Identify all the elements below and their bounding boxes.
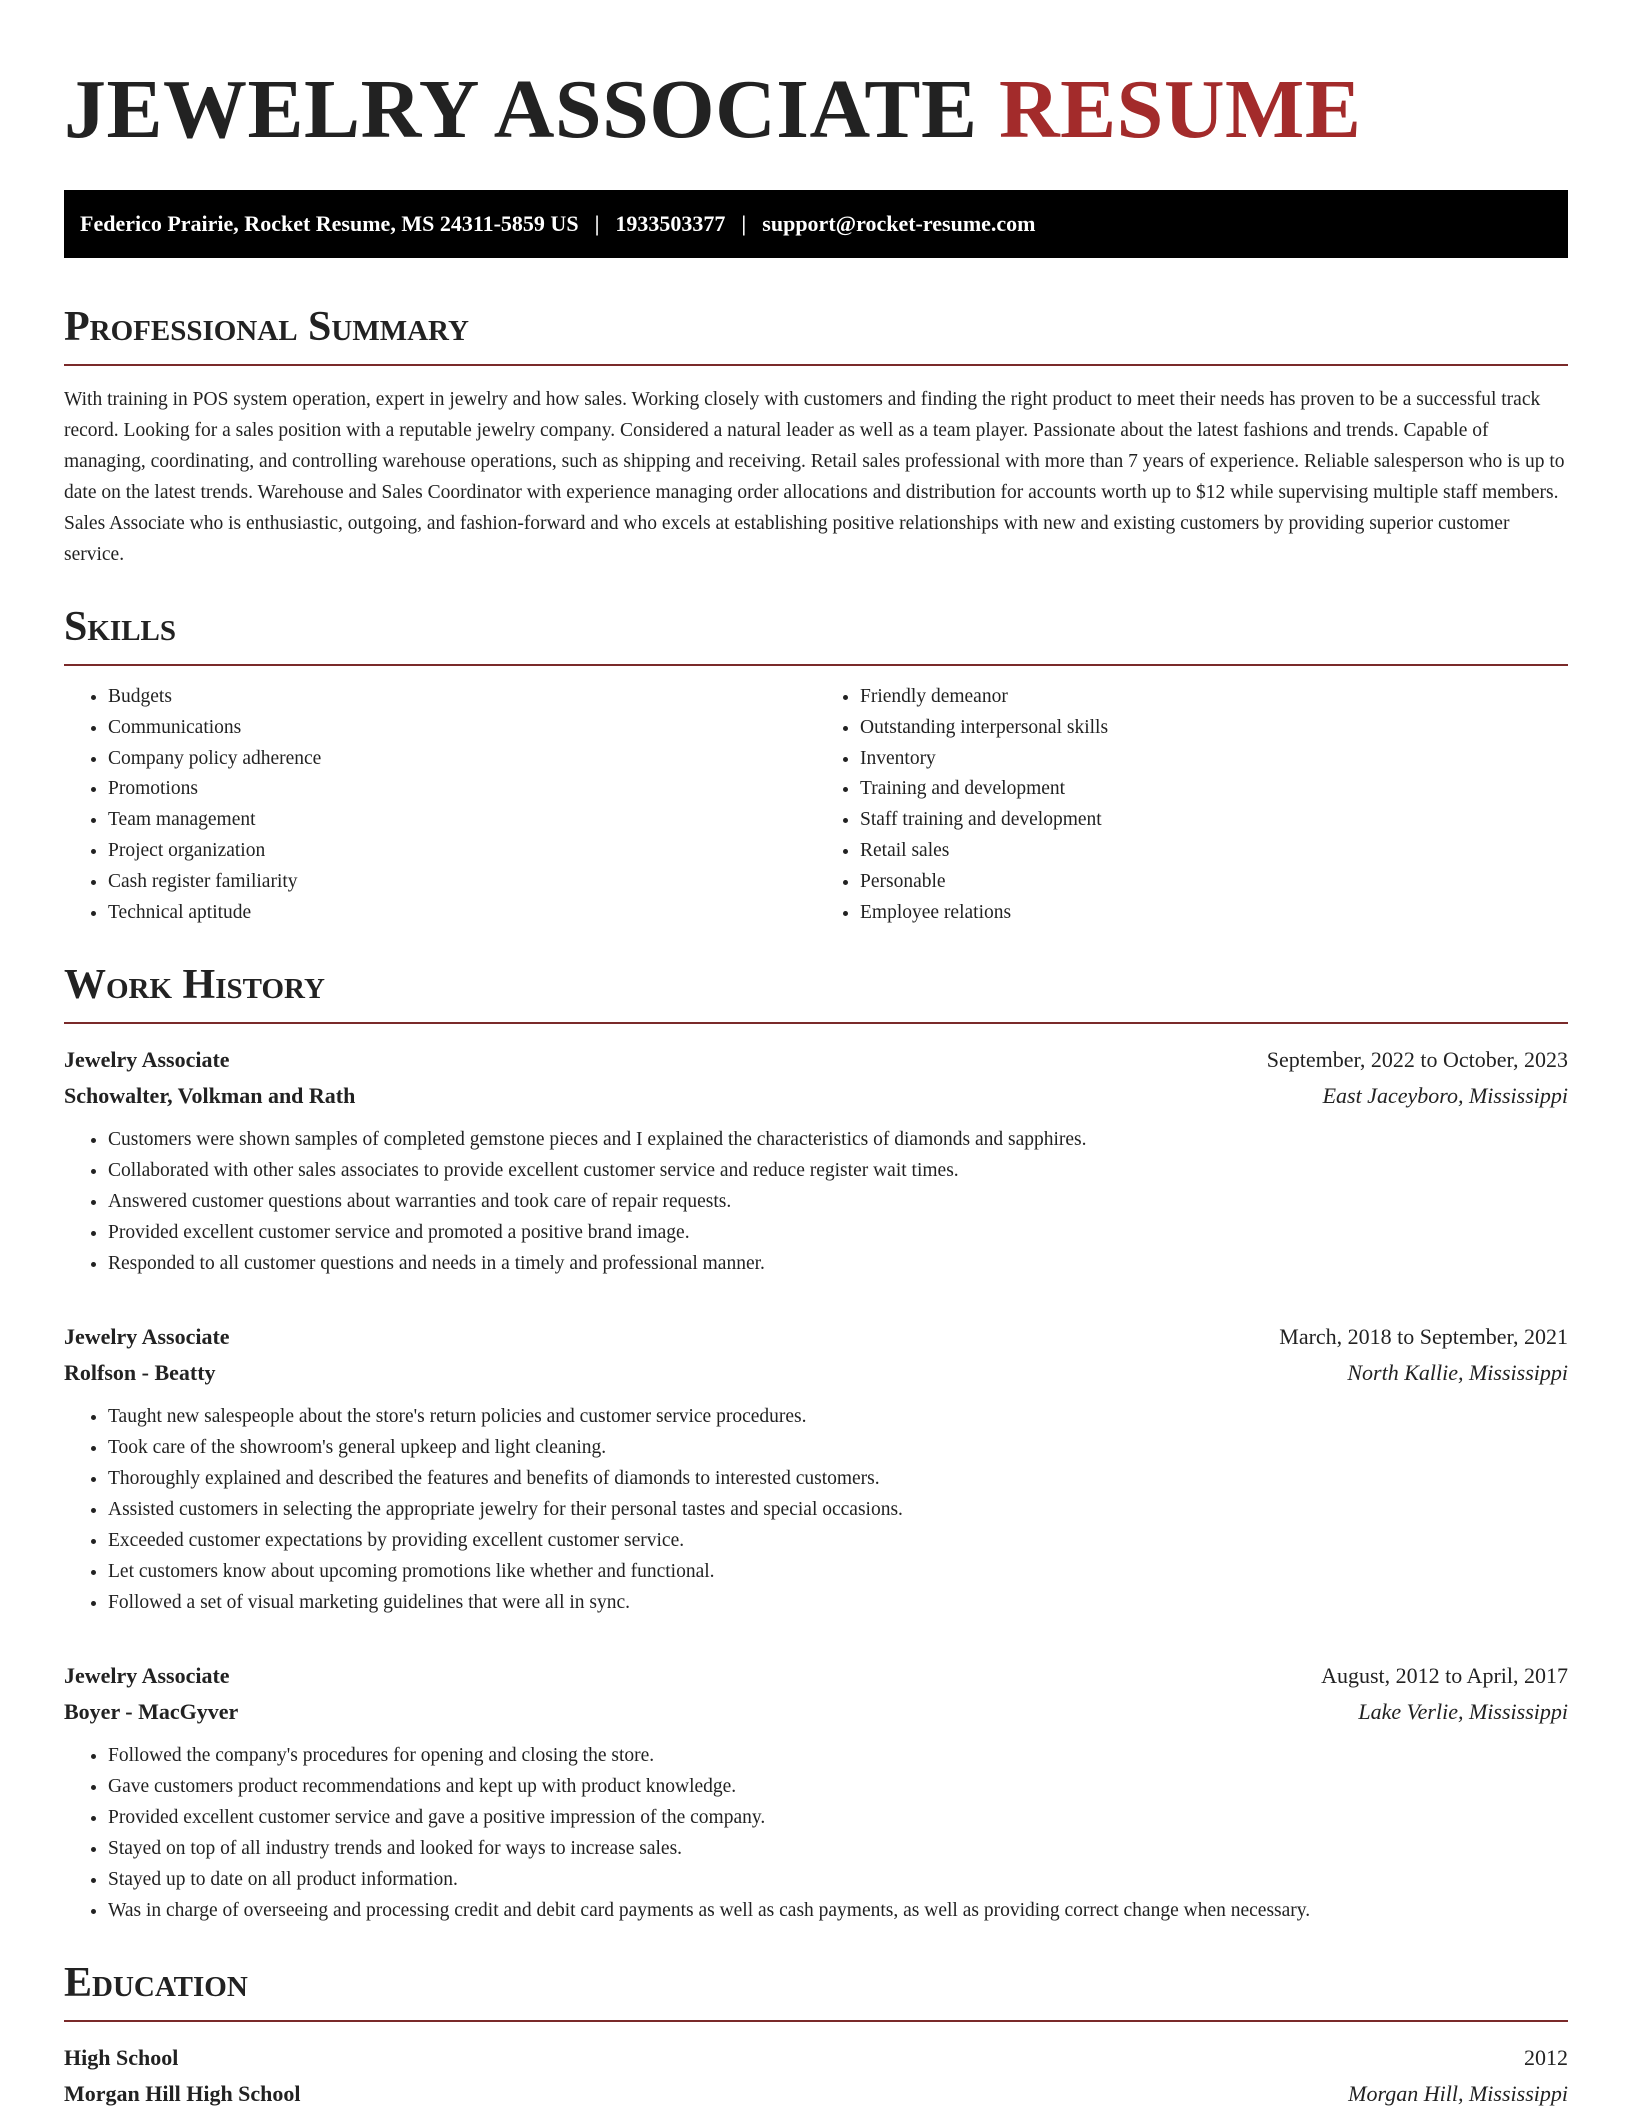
job-title: Jewelry Associate <box>64 1663 230 1689</box>
job-entry <box>64 1042 1568 1279</box>
job-header-row <box>64 1042 1568 1078</box>
skill-item: • Promotions <box>108 774 816 805</box>
resume-title-main: JEWELRY ASSOCIATE <box>64 63 978 156</box>
job-location: North Kallie, Mississippi <box>1347 1360 1568 1386</box>
job-location: Lake Verlie, Mississippi <box>1358 1699 1568 1725</box>
skill-item: • Inventory <box>860 744 1568 775</box>
job-bullet: • Followed a set of visual marketing guidelines that were all in sync. <box>108 1587 1568 1618</box>
job-bullet: • Taught new salespeople about the store's return policies and customer service procedures. <box>108 1401 1568 1432</box>
skill-item: • Staff training and development <box>860 805 1568 836</box>
job-bullets <box>64 1401 1568 1618</box>
skill-item: • Technical aptitude <box>108 898 816 929</box>
skill-item: • Retail sales <box>860 836 1568 867</box>
skill-item: • Team management <box>108 805 816 836</box>
professional-summary-section <box>64 306 1568 570</box>
section-heading-skills: Skills <box>64 606 1568 666</box>
job-company-row <box>64 1355 1568 1391</box>
education-location: Morgan Hill, Mississippi <box>1348 2081 1568 2107</box>
job-bullets <box>64 1124 1568 1279</box>
job-dates: September, 2022 to October, 2023 <box>1266 1047 1568 1073</box>
education-degree: High School <box>64 2045 179 2071</box>
contact-phone: 1933503377 <box>615 211 726 236</box>
job-header-row <box>64 1319 1568 1355</box>
job-bullet: • Collaborated with other sales associates to provide excellent customer service and reduce register wait times. <box>108 1155 1568 1186</box>
education-school: Morgan Hill High School <box>64 2081 301 2107</box>
skill-item: • Employee relations <box>860 898 1568 929</box>
education-header-row <box>64 2040 1568 2076</box>
section-heading-summary: Professional Summary <box>64 306 1568 366</box>
contact-address: Federico Prairie, Rocket Resume, MS 24311-5859 US <box>80 211 579 236</box>
job-header-row <box>64 1658 1568 1694</box>
skill-item: • Training and development <box>860 774 1568 805</box>
job-bullet: • Customers were shown samples of completed gemstone pieces and I explained the characteristics of diamonds and sapphires. <box>108 1124 1568 1155</box>
job-bullet: • Responded to all customer questions and needs in a timely and professional manner. <box>108 1248 1568 1279</box>
job-company: Boyer - MacGyver <box>64 1699 239 1725</box>
job-dates: August, 2012 to April, 2017 <box>1321 1663 1568 1689</box>
education-year: 2012 <box>1524 2045 1568 2071</box>
job-bullet: • Answered customer questions about warranties and took care of repair requests. <box>108 1186 1568 1217</box>
skill-item: • Outstanding interpersonal skills <box>860 713 1568 744</box>
job-bullet: • Provided excellent customer service and promoted a positive brand image. <box>108 1217 1568 1248</box>
job-company-row <box>64 1694 1568 1730</box>
skill-item: • Company policy adherence <box>108 744 816 775</box>
job-bullet: • Followed the company's procedures for opening and closing the store. <box>108 1740 1568 1771</box>
summary-text: With training in POS system operation, expert in jewelry and how sales. Working closely with customers and finding the right product to meet their needs has proven to be a successful track record. Looking for a sales position with a reputable jewelry company. Considered a natural leader as well as a team player. Passionate about the latest fashions and trends. Capable of managing, coordinating, and controlling warehouse operations, such as shipping and receiving. Retail sales professional with more than 7 years of experience. Reliable salesperson who is up to date on the latest trends. Warehouse and Sales Coordinator with experience managing order allocations and distribution for accounts worth up to $12 while supervising multiple staff members. Sales Associate who is enthusiastic, outgoing, and fashion-forward and who excels at establishing positive relationships with new and existing customers by providing superior customer service. <box>64 389 1565 565</box>
education-entry <box>64 2040 1568 2112</box>
job-bullet: • Stayed up to date on all product information. <box>108 1864 1568 1895</box>
contact-email: support@rocket-resume.com <box>762 211 1036 236</box>
skill-item: • Personable <box>860 867 1568 898</box>
job-bullet: • Gave customers product recommendations and kept up with product knowledge. <box>108 1771 1568 1802</box>
skill-item: • Project organization <box>108 836 816 867</box>
job-bullet: • Took care of the showroom's general upkeep and light cleaning. <box>108 1432 1568 1463</box>
education-section <box>64 1962 1568 2112</box>
skills-column-right <box>816 682 1568 928</box>
job-bullet: • Thoroughly explained and described the features and benefits of diamonds to interested customers. <box>108 1463 1568 1494</box>
skill-item: • Budgets <box>108 682 816 713</box>
job-location: East Jaceyboro, Mississippi <box>1322 1083 1568 1109</box>
contact-bar <box>64 190 1568 258</box>
skills-section <box>64 606 1568 928</box>
job-bullet: • Exceeded customer expectations by providing excellent customer service. <box>108 1525 1568 1556</box>
resume-title <box>64 63 1568 156</box>
skill-item: • Friendly demeanor <box>860 682 1568 713</box>
job-entry <box>64 1319 1568 1618</box>
job-company: Rolfson - Beatty <box>64 1360 216 1386</box>
skill-item: • Cash register familiarity <box>108 867 816 898</box>
section-heading-education: Education <box>64 1962 1568 2022</box>
contact-separator: | <box>741 211 747 236</box>
job-company: Schowalter, Volkman and Rath <box>64 1083 356 1109</box>
resume-title-accent: RESUME <box>998 63 1362 156</box>
contact-separator: | <box>594 211 600 236</box>
job-entry <box>64 1658 1568 1926</box>
education-school-row <box>64 2076 1568 2112</box>
job-dates: March, 2018 to September, 2021 <box>1279 1324 1568 1350</box>
job-bullet: • Was in charge of overseeing and processing credit and debit card payments as well as cash payments, as well as providing correct change when necessary. <box>108 1895 1568 1926</box>
job-bullets <box>64 1740 1568 1926</box>
job-bullet: • Provided excellent customer service and gave a positive impression of the company. <box>108 1802 1568 1833</box>
skills-column-left <box>64 682 816 928</box>
job-company-row <box>64 1078 1568 1114</box>
section-heading-work-history: Work History <box>64 964 1568 1024</box>
skill-item: • Communications <box>108 713 816 744</box>
job-title: Jewelry Associate <box>64 1324 230 1350</box>
job-bullet: • Let customers know about upcoming promotions like whether and functional. <box>108 1556 1568 1587</box>
work-history-section <box>64 964 1568 1926</box>
job-title: Jewelry Associate <box>64 1047 230 1073</box>
job-bullet: • Stayed on top of all industry trends and looked for ways to increase sales. <box>108 1833 1568 1864</box>
job-bullet: • Assisted customers in selecting the appropriate jewelry for their personal tastes and special occasions. <box>108 1494 1568 1525</box>
skills-grid <box>64 682 1568 928</box>
